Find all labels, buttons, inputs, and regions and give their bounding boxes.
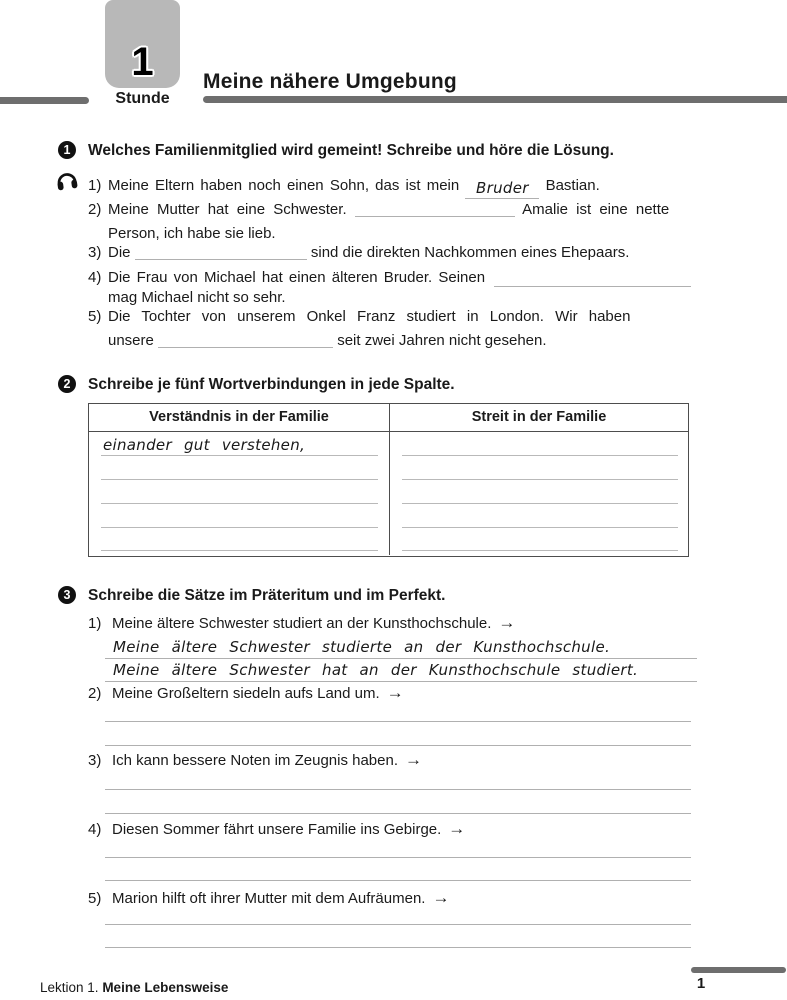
arrow-icon: → xyxy=(405,750,423,769)
writing-line xyxy=(101,527,378,528)
item-text: Marion hilft oft ihrer Mutter mit dem Aufräumen. xyxy=(112,890,426,907)
fill-in-blank xyxy=(494,271,691,287)
table-column-header: Verständnis in der Familie xyxy=(89,404,390,431)
table-header-row xyxy=(89,404,688,432)
table-column-header: Streit in der Familie xyxy=(471,409,607,425)
writing-line xyxy=(105,745,691,746)
writing-line xyxy=(101,503,378,504)
exercise3-item-3 xyxy=(88,750,691,770)
fill-in-blank xyxy=(135,244,307,260)
word-table xyxy=(88,403,689,557)
writing-line xyxy=(402,503,678,504)
item-text: sind die direkten Nachkommen eines Ehepaars. xyxy=(310,244,630,261)
item-number: 5) xyxy=(88,308,102,325)
lesson-number-label: Stunde xyxy=(115,90,170,107)
item-text: Meine Mutter hat eine Schwester. xyxy=(108,201,347,218)
fill-in-blank xyxy=(355,201,515,217)
item-text: seit zwei Jahren nicht gesehen. xyxy=(337,332,547,349)
exercise1-item-4-line2 xyxy=(108,288,711,307)
item-text: Amalie ist eine nette xyxy=(522,201,670,218)
exercise1-item-3 xyxy=(88,243,691,262)
writing-line xyxy=(101,479,378,480)
item-number: 3) xyxy=(88,244,102,261)
footer-lesson-ref: Lektion 1. xyxy=(40,980,99,995)
exercise1-item-5-line2 xyxy=(108,331,711,350)
exercise3-badge: 3 xyxy=(58,586,76,604)
handwritten-answer-line: Meine ältere Schwester studierte an der Kunsthochschule. xyxy=(105,638,697,659)
arrow-icon: → xyxy=(498,613,516,632)
handwritten-entry: einander gut verstehen, xyxy=(103,436,306,454)
writing-line xyxy=(105,813,691,814)
writing-line xyxy=(105,857,691,858)
header-left-rule xyxy=(0,97,89,104)
exercise2-badge: 2 xyxy=(58,375,76,393)
footer-page-rule xyxy=(691,967,786,973)
exercise3-instruction: Schreibe die Sätze im Präteritum und im Perfekt. xyxy=(88,587,446,604)
item-number: 2) xyxy=(88,685,102,702)
arrow-icon: → xyxy=(386,683,404,702)
item-text: Meine Großeltern siedeln aufs Land um. xyxy=(112,685,380,702)
handwritten-answer-line: Meine ältere Schwester hat an der Kunsthochschule studiert. xyxy=(105,661,697,682)
writing-line xyxy=(105,880,691,881)
exercise3-item-2 xyxy=(88,683,691,703)
handwritten-answer: Bruder xyxy=(465,179,539,199)
arrow-icon: → xyxy=(432,888,450,907)
item-text: mag Michael nicht so sehr. xyxy=(108,289,286,306)
item-text: Die xyxy=(108,244,131,261)
writing-line xyxy=(101,550,378,551)
item-text: Person, ich habe sie lieb. xyxy=(108,225,276,242)
item-text: Meine ältere Schwester studiert an der Kunsthochschule. xyxy=(112,615,492,632)
arrow-icon: → xyxy=(448,819,466,838)
writing-line xyxy=(105,789,691,790)
writing-line xyxy=(402,550,678,551)
item-number: 2) xyxy=(88,201,102,218)
item-number: 1) xyxy=(88,615,102,632)
table-body xyxy=(89,432,688,555)
exercise1-item-5-line1 xyxy=(88,307,691,326)
header-title-rule xyxy=(203,96,787,103)
exercise1-instruction: Welches Familienmitglied wird gemeint! Schreibe und höre die Lösung. xyxy=(88,142,614,159)
item-number: 4) xyxy=(88,269,102,286)
exercise3-item-4 xyxy=(88,819,691,839)
exercise3-item-1 xyxy=(88,613,691,633)
writing-line xyxy=(402,479,678,480)
exercise1-item-2-line1 xyxy=(88,200,691,219)
item-text: unsere xyxy=(108,332,154,349)
fill-in-blank xyxy=(158,332,333,348)
item-number: 5) xyxy=(88,890,102,907)
writing-line xyxy=(402,527,678,528)
item-text: Die Frau von Michael hat einen älteren Bruder. Seinen xyxy=(108,269,486,286)
exercise2-instruction: Schreibe je fünf Wortverbindungen in jede Spalte. xyxy=(88,376,455,393)
exercise1-item-1 xyxy=(88,176,691,199)
footer-lesson-title: Meine Lebensweise xyxy=(102,980,229,995)
exercise1-badge: 1 xyxy=(58,141,76,159)
table-column-divider xyxy=(389,432,390,555)
exercise1-item-4-line1 xyxy=(88,268,691,287)
exercise3-item-5 xyxy=(88,888,691,908)
item-number: 4) xyxy=(88,821,102,838)
writing-line xyxy=(105,924,691,925)
writing-line xyxy=(105,721,691,722)
item-text: Bastian. xyxy=(545,177,600,194)
writing-line xyxy=(402,455,678,456)
item-text: Meine Eltern haben noch einen Sohn, das ist mein xyxy=(108,177,460,194)
item-text: Ich kann bessere Noten im Zeugnis haben. xyxy=(112,752,399,769)
item-number: 3) xyxy=(88,752,102,769)
item-text: Die Tochter von unserem Onkel Franz studiert in London. Wir haben xyxy=(108,308,631,325)
headphones-icon xyxy=(54,167,80,196)
page-number: 1 xyxy=(696,975,706,992)
item-text: Diesen Sommer fährt unsere Familie ins Gebirge. xyxy=(112,821,442,838)
writing-line xyxy=(101,455,378,456)
item-number: 1) xyxy=(88,177,102,194)
page-title: Meine nähere Umgebung xyxy=(203,70,457,93)
lesson-number: 1 xyxy=(131,40,154,84)
exercise1-item-2-line2 xyxy=(108,224,711,243)
footer-lesson-reference xyxy=(40,980,228,995)
writing-line xyxy=(105,947,691,948)
